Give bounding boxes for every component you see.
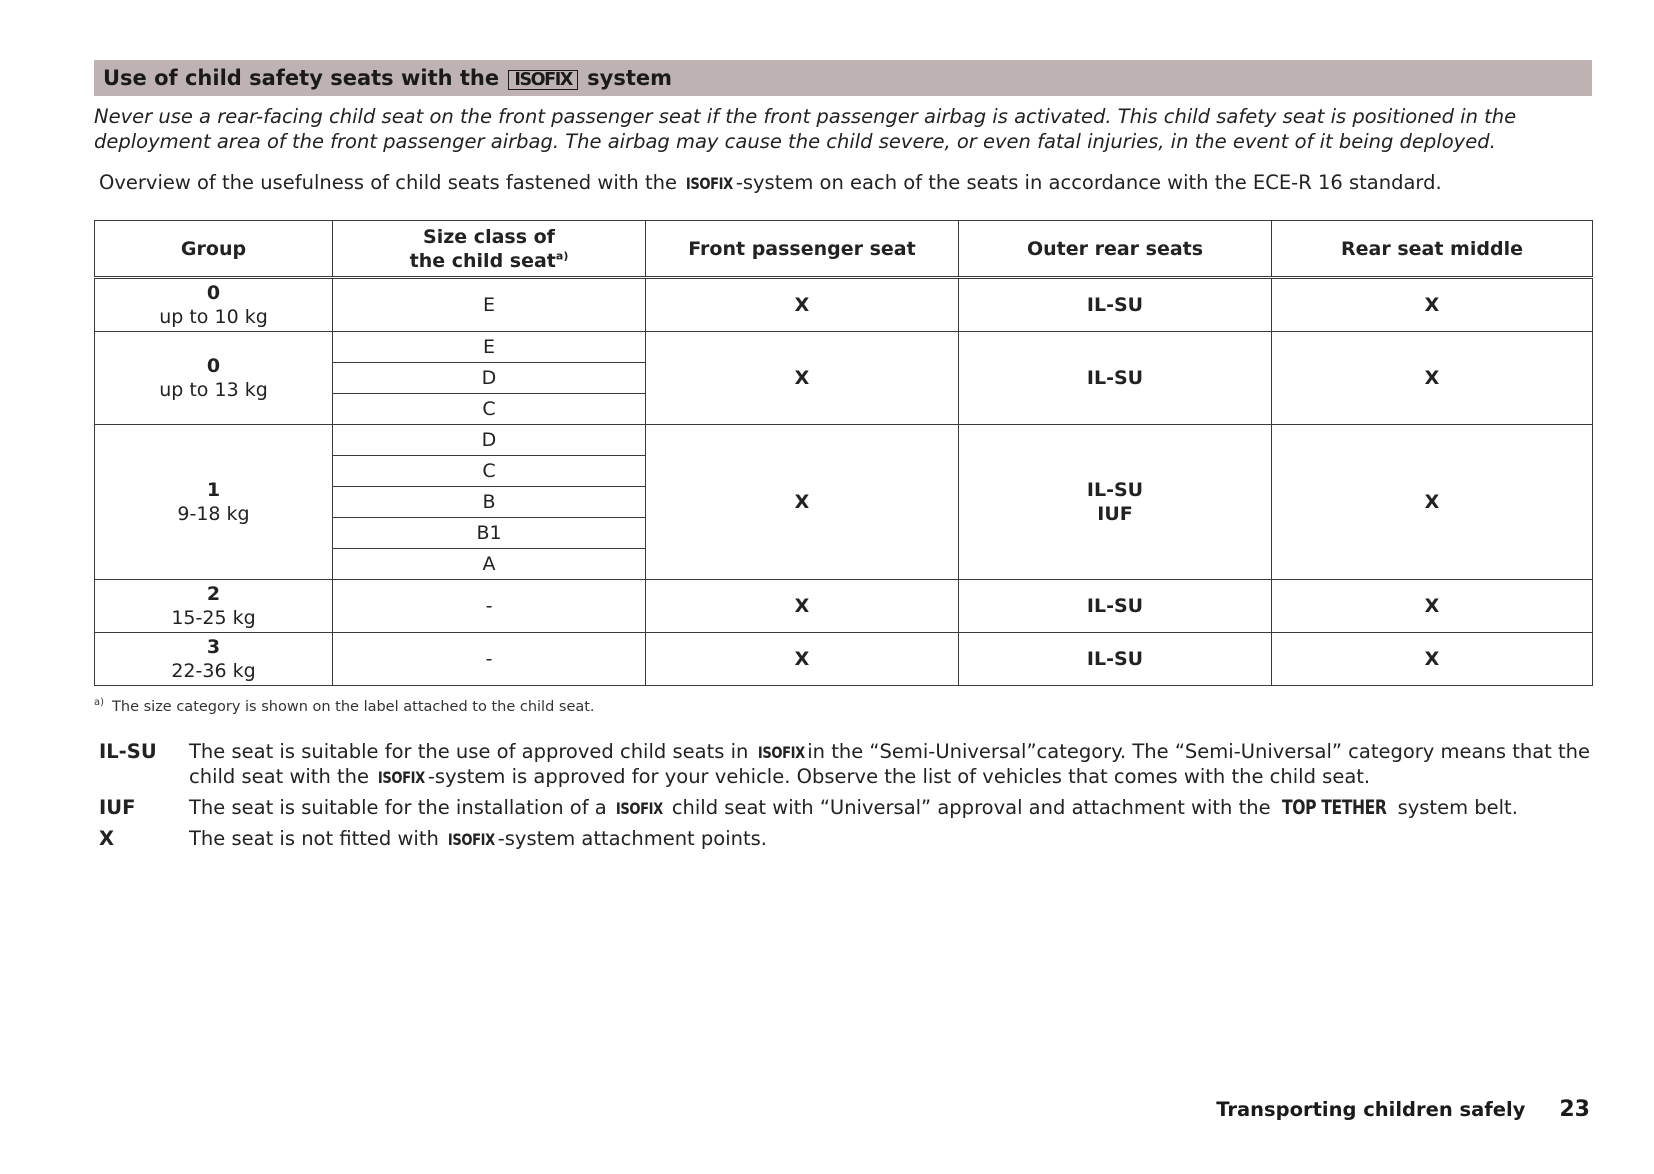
header-front-passenger: Front passenger seat xyxy=(646,221,959,278)
header-group: Group xyxy=(95,221,333,278)
outer-rear-cell xyxy=(959,425,1272,580)
header-size-class xyxy=(333,221,646,278)
front-passenger-cell: X xyxy=(646,425,959,580)
front-passenger-cell: X xyxy=(646,633,959,686)
isofix-logo: ISOFIX xyxy=(378,768,426,787)
header-rear-middle: Rear seat middle xyxy=(1272,221,1593,278)
section-heading-bar xyxy=(94,60,1592,96)
group-cell xyxy=(95,633,333,686)
front-passenger-cell: X xyxy=(646,580,959,633)
group-weight: up to 10 kg xyxy=(159,306,268,329)
group-weight: 15-25 kg xyxy=(171,607,256,630)
isofix-logo: ISOFIX xyxy=(615,799,663,818)
legend-text: -system is approved for your vehicle. Observe the list of vehicles that comes with the child seat. xyxy=(427,765,1371,788)
outer-rear-cell xyxy=(959,332,1272,425)
size-class-cell: C xyxy=(333,456,646,487)
legend-code: IUF xyxy=(99,796,136,819)
front-passenger-cell: X xyxy=(646,332,959,425)
outer-rear-cell xyxy=(959,580,1272,633)
table-header-row xyxy=(95,221,1593,278)
footnote-text: The size category is shown on the label attached to the child seat. xyxy=(112,698,595,715)
group-weight: up to 13 kg xyxy=(159,379,268,402)
rear-middle-cell: X xyxy=(1272,633,1593,686)
table-body xyxy=(95,278,1593,686)
size-class-cell: - xyxy=(333,580,646,633)
outer-rear-cell xyxy=(959,278,1272,332)
legend-text: The seat is not fitted with xyxy=(189,827,439,850)
legend-description xyxy=(189,740,1599,790)
table-row xyxy=(95,633,1593,686)
group-cell xyxy=(95,425,333,580)
rear-middle-cell: X xyxy=(1272,332,1593,425)
group-weight: 22-36 kg xyxy=(171,660,256,682)
size-class-cell: - xyxy=(333,633,646,686)
legend-text: in the “Semi-Universal”category. The “Semi-Universal” category means that the child seat with the xyxy=(189,740,1591,788)
rear-middle-cell: X xyxy=(1272,580,1593,633)
size-class-cell: B1 xyxy=(333,518,646,549)
header-size-line2: the child seat xyxy=(409,249,556,272)
group-cell xyxy=(95,580,333,633)
group-number: 3 xyxy=(206,636,221,658)
size-class-cell: A xyxy=(333,549,646,580)
header-size-line1: Size class of xyxy=(423,225,555,248)
group-number: 1 xyxy=(206,479,221,502)
page-footer xyxy=(1216,1097,1590,1122)
isofix-logo: ISOFIX xyxy=(447,830,495,849)
intro-text xyxy=(99,171,1599,194)
warning-text: Never use a rear-facing child seat on the front passenger seat if the front passenger airbag is activated. This child safety seat is positioned in the deployment area of the front passenger airbag. The airbag may cause the child severe, or even fatal injuries, in the event of it being deployed. xyxy=(94,105,1517,153)
size-class-cell: C xyxy=(333,394,646,425)
size-class-cell: E xyxy=(333,278,646,332)
rear-middle-cell: X xyxy=(1272,425,1593,580)
legend-text: The seat is suitable for the installation of a xyxy=(189,796,607,819)
size-class-cell: E xyxy=(333,332,646,363)
outer-rear-value: IUF xyxy=(1097,503,1133,526)
legend-code: X xyxy=(99,827,115,850)
group-number: 2 xyxy=(206,583,221,606)
outer-rear-value: IL-SU xyxy=(1086,479,1144,502)
heading-text-post: system xyxy=(587,65,673,90)
footnote-ref: a) xyxy=(555,249,569,263)
table-row xyxy=(95,425,1593,456)
table-row xyxy=(95,278,1593,332)
size-class-cell: D xyxy=(333,363,646,394)
page-number: 23 xyxy=(1559,1097,1590,1122)
group-cell xyxy=(95,278,333,332)
size-class-cell: B xyxy=(333,487,646,518)
size-class-cell: D xyxy=(333,425,646,456)
table-row xyxy=(95,580,1593,633)
outer-rear-value: IL-SU xyxy=(1086,595,1144,618)
heading-text-pre: Use of child safety seats with the xyxy=(103,65,500,90)
legend-code: IL-SU xyxy=(99,740,157,763)
top-tether-logo: TOP TETHER xyxy=(1281,796,1387,819)
legend-item-iuf xyxy=(99,796,1599,821)
legend-text: child seat with “Universal” approval and attachment with the xyxy=(671,796,1271,819)
outer-rear-cell xyxy=(959,633,1272,686)
section-heading xyxy=(103,66,672,91)
group-number: 0 xyxy=(206,355,221,378)
outer-rear-value: IL-SU xyxy=(1086,367,1144,390)
outer-rear-value: IL-SU xyxy=(1086,648,1144,670)
group-number: 0 xyxy=(206,282,221,305)
outer-rear-value: IL-SU xyxy=(1086,294,1144,317)
header-outer-rear: Outer rear seats xyxy=(959,221,1272,278)
legend-item-ilsu xyxy=(99,740,1599,790)
isofix-logo: ISOFIX xyxy=(686,174,733,193)
footnote xyxy=(94,697,595,715)
group-weight: 9-18 kg xyxy=(177,503,250,526)
intro-post: -system on each of the seats in accordance with the ECE-R 16 standard. xyxy=(735,171,1442,194)
legend-text: The seat is suitable for the use of approved child seats in xyxy=(189,740,749,763)
legend-text: -system attachment points. xyxy=(497,827,767,850)
legend-text: system belt. xyxy=(1397,796,1518,819)
legend-description xyxy=(189,796,1599,821)
isofix-logo: ISOFIX xyxy=(757,743,805,762)
footnote-mark: a) xyxy=(94,697,105,708)
section-name: Transporting children safely xyxy=(1216,1098,1526,1121)
group-cell xyxy=(95,332,333,425)
legend-item-x xyxy=(99,827,1599,852)
legend-description xyxy=(189,827,1599,852)
isofix-logo: ISOFIX xyxy=(508,70,577,91)
isofix-seat-table xyxy=(94,220,1593,686)
legend xyxy=(99,740,1599,858)
table-row xyxy=(95,332,1593,363)
intro-pre: Overview of the usefulness of child seats fastened with the xyxy=(99,171,677,194)
rear-middle-cell: X xyxy=(1272,278,1593,332)
front-passenger-cell: X xyxy=(646,278,959,332)
